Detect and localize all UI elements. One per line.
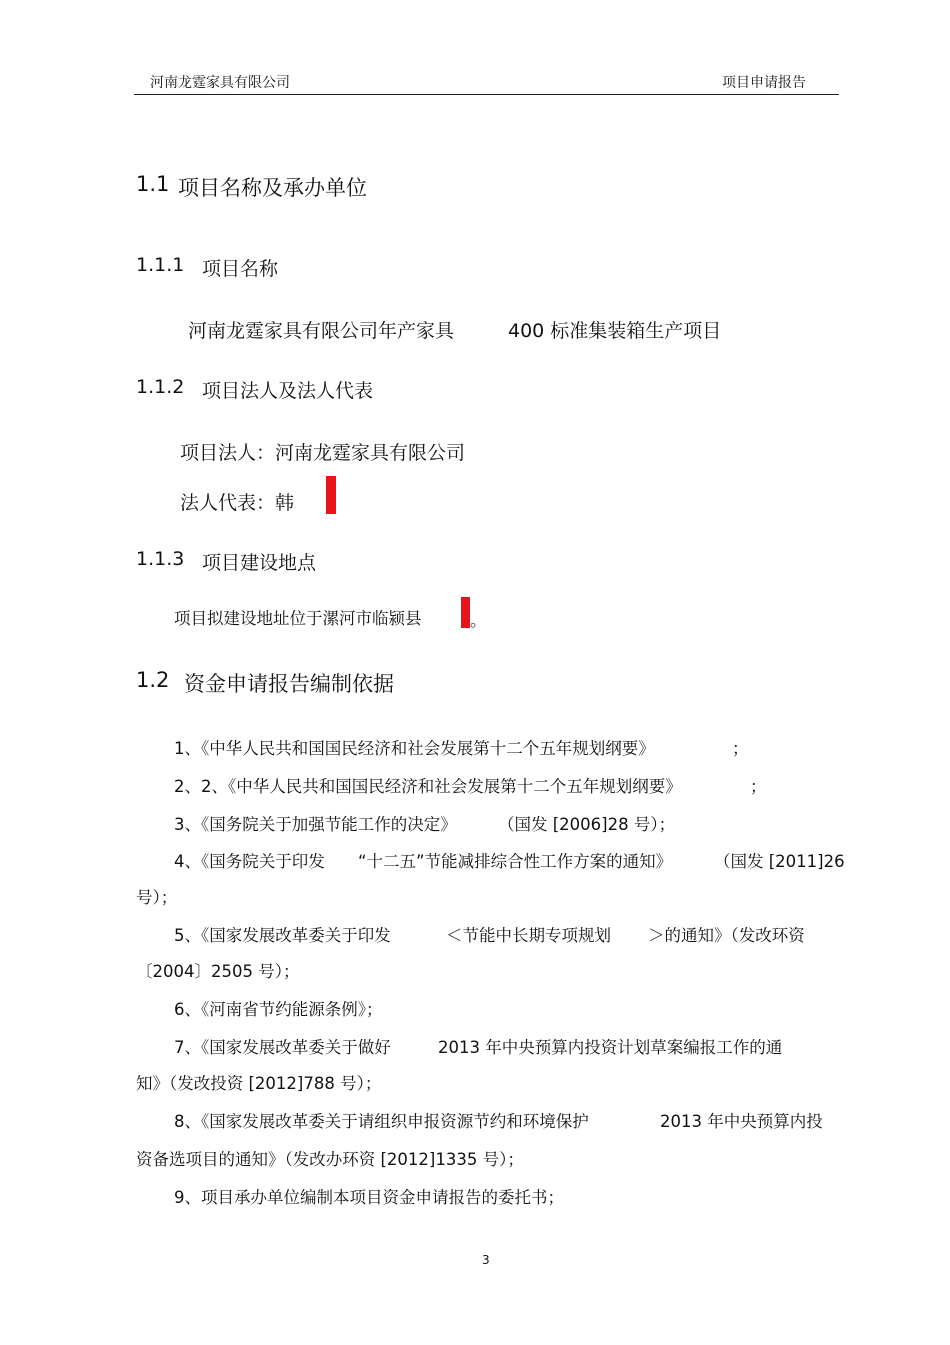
- basis-item-4-ref: （国发 [2011]26: [714, 852, 845, 871]
- basis-item-4: 4、《国务院关于印发: [174, 852, 325, 871]
- basis-item-5-ref: ＞的通知》（发改环资: [648, 926, 805, 945]
- section-1-1-3-title: 项目建设地点: [202, 552, 317, 574]
- basis-item-8-cont: 2013 年中央预算内投: [660, 1112, 823, 1131]
- basis-item-7-cont: 2013 年中央预算内投资计划草案编报工作的通: [438, 1038, 783, 1057]
- basis-item-3: 3、《国务院关于加强节能工作的决定》: [174, 815, 457, 834]
- basis-item-7-ref: 知》（发改投资 [2012]788 号）；: [136, 1074, 382, 1093]
- section-1-1-title: 项目名称及承办单位: [178, 176, 367, 200]
- section-1-1-2-title: 项目法人及法人代表: [202, 380, 374, 402]
- basis-item-6: 6、《河南省节约能源条例》；: [174, 1000, 383, 1019]
- basis-item-2-end: ；: [750, 777, 767, 796]
- basis-item-5: 5、《国家发展改革委关于印发: [174, 926, 391, 945]
- section-1-1-number: 1.1: [136, 172, 170, 196]
- legal-person: 项目法人：河南龙霆家具有限公司: [180, 442, 466, 464]
- section-1-1-2-number: 1.1.2: [136, 376, 185, 398]
- basis-item-1: 1、《中华人民共和国国民经济和社会发展第十二个五年规划纲要》: [174, 739, 655, 758]
- basis-item-1-end: ；: [732, 739, 749, 758]
- section-1-1-1-title: 项目名称: [202, 258, 279, 280]
- basis-item-8: 8、《国家发展改革委关于请组织申报资源节约和环境保护: [174, 1112, 589, 1131]
- basis-item-9: 9、项目承办单位编制本项目资金申请报告的委托书；: [174, 1188, 564, 1207]
- basis-item-7: 7、《国家发展改革委关于做好: [174, 1038, 391, 1057]
- basis-item-3-ref: （国发 [2006]28 号）；: [498, 815, 676, 834]
- project-location: 项目拟建设地址位于漯河市临颍县: [174, 609, 422, 628]
- basis-item-5-plan: ＜节能中长期专项规划: [446, 926, 611, 945]
- redaction-mark-location: [461, 597, 470, 628]
- header-company: 河南龙霆家具有限公司: [150, 75, 290, 91]
- basis-item-5-ref-end: 〔2004〕2505 号）；: [136, 962, 300, 981]
- header-rule: [134, 94, 839, 95]
- basis-item-2: 2、2、《中华人民共和国国民经济和社会发展第十二个五年规划纲要》: [174, 777, 682, 796]
- basis-item-4-title: “十二五”节能减排综合性工作方案的通知》: [358, 852, 673, 871]
- project-location-end: 。: [470, 611, 487, 630]
- basis-item-8-ref: 资备选项目的通知》（发改办环资 [2012]1335 号）；: [136, 1150, 524, 1169]
- section-1-1-1-number: 1.1.1: [136, 254, 185, 276]
- legal-representative: 法人代表：韩: [180, 492, 295, 514]
- redaction-mark-representative: [326, 476, 336, 514]
- section-1-1-3-number: 1.1.3: [136, 548, 185, 570]
- project-name-part1: 河南龙霆家具有限公司年产家具: [188, 320, 455, 342]
- page-number: 3: [482, 1253, 490, 1267]
- section-1-2-title: 资金申请报告编制依据: [184, 672, 394, 696]
- project-name-part2: 400 标准集装箱生产项目: [508, 320, 722, 342]
- header-doc-type: 项目申请报告: [722, 75, 806, 91]
- basis-item-4-ref-end: 号）；: [136, 888, 178, 907]
- section-1-2-number: 1.2: [136, 668, 170, 692]
